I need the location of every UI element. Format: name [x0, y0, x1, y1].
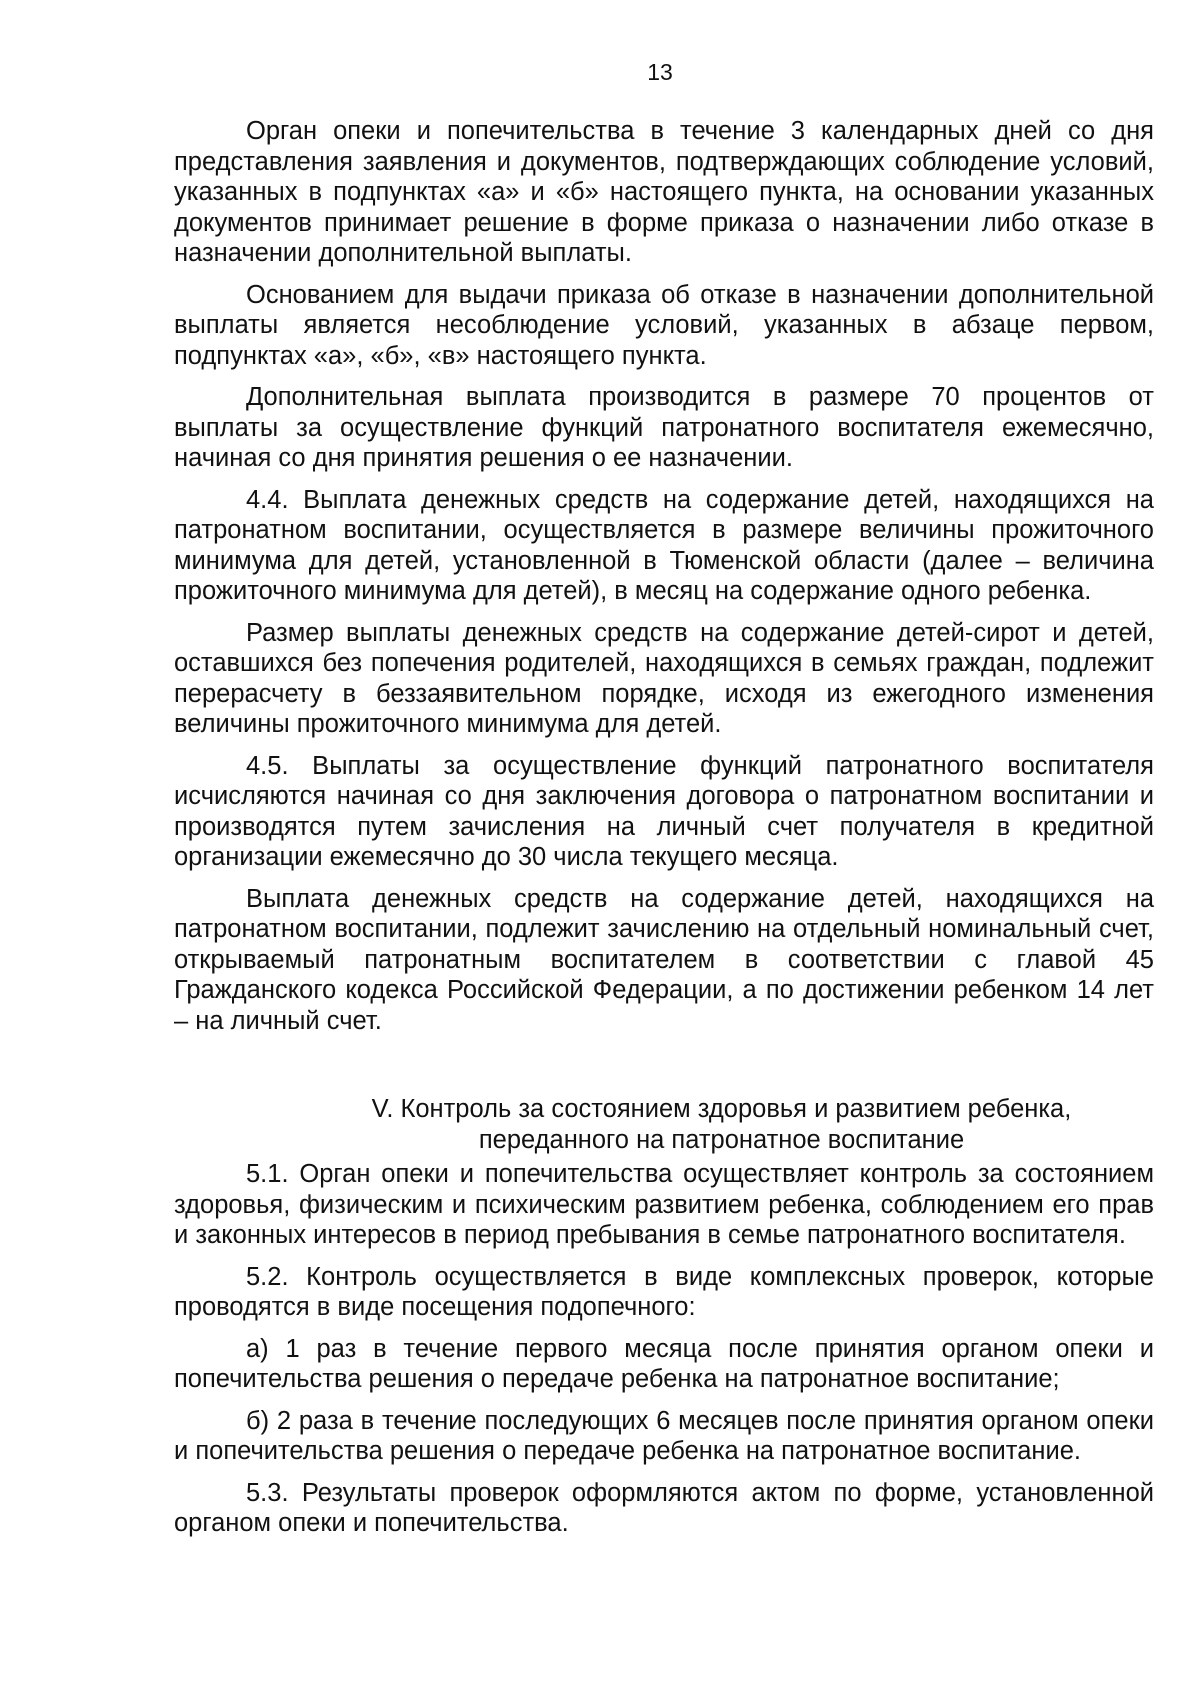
section-heading-line-2: переданного на патронатное воспитание	[478, 1125, 965, 1154]
paragraph-5-2: 5.2. Контроль осуществляется в виде комплексных проверок, которые проводятся в виде посещения подопечного:	[174, 1262, 1154, 1321]
paragraph-5-3: 5.3. Результаты проверок оформляются актом по форме, установленной органом опеки и попечительства.	[174, 1478, 1154, 1537]
document-body	[174, 116, 1154, 1550]
paragraph-recalculation: Размер выплаты денежных средств на содержание детей-сирот и детей, оставшихся без попечения родителей, находящихся в семьях граждан, подлежит перерасчету в беззаявительном порядке, исходя из ежегодного изменения величины прожиточного минимума для детей.	[174, 618, 1154, 738]
paragraph-5-2-a: а) 1 раз в течение первого месяца после принятия органом опеки и попечительства решения о передаче ребенка на патронатное воспитание;	[174, 1334, 1154, 1393]
section-heading-line-1: V. Контроль за состоянием здоровья и развитием ребенка,	[371, 1095, 1072, 1123]
paragraph-4-4: 4.4. Выплата денежных средств на содержание детей, находящихся на патронатном воспитании, осуществляется в размере величины прожиточного минимума для детей, установленной в Тюменской области (далее – величина прожиточного минимума для детей), в месяц на содержание одного ребенка.	[174, 485, 1154, 605]
page-number: 13	[647, 59, 673, 85]
paragraph-5-1: 5.1. Орган опеки и попечительства осуществляет контроль за состоянием здоровья, физическим и психическим развитием ребенка, соблюдением его прав и законных интересов в период пребывания в семье патронатного воспитателя.	[174, 1160, 1154, 1249]
paragraph-refusal-grounds: Основанием для выдачи приказа об отказе в назначении дополнительной выплаты является несоблюдение условий, указанных в абзаце первом, подпунктах «а», «б», «в» настоящего пункта.	[174, 280, 1154, 370]
paragraph-additional-payment-size: Дополнительная выплата производится в размере 70 процентов от выплаты за осуществление функций патронатного воспитателя ежемесячно, начиная со дня принятия решения о ее назначении.	[174, 383, 1154, 472]
paragraph-authority-decision: Орган опеки и попечительства в течение 3 календарных дней со дня представления заявления и документов, подтверждающих соблюдение условий, указанных в подпунктах «а» и «б» настоящего пункта, на основании указанных документов принимает решение в форме приказа о назначении либо отказе в назначении дополнительной выплаты.	[174, 117, 1154, 267]
paragraph-nominal-account: Выплата денежных средств на содержание детей, находящихся на патронатном воспитании, подлежит зачислению на отдельный номинальный счет, открываемый патронатным воспитателем в соответствии с главой 45 Гражданского кодекса Российской Федерации, а по достижении ребенком 14 лет – на личный счет.	[174, 884, 1154, 1035]
section-v-heading	[174, 1094, 1154, 1155]
paragraph-5-2-b: б) 2 раза в течение последующих 6 месяцев после принятия органом опеки и попечительства решения о передаче ребенка на патронатное воспитание.	[174, 1406, 1154, 1465]
paragraph-4-5: 4.5. Выплаты за осуществление функций патронатного воспитателя исчисляются начиная со дня заключения договора о патронатном воспитании и производятся путем зачисления на личный счет получателя в кредитной организации ежемесячно до 30 числа текущего месяца.	[174, 751, 1154, 871]
